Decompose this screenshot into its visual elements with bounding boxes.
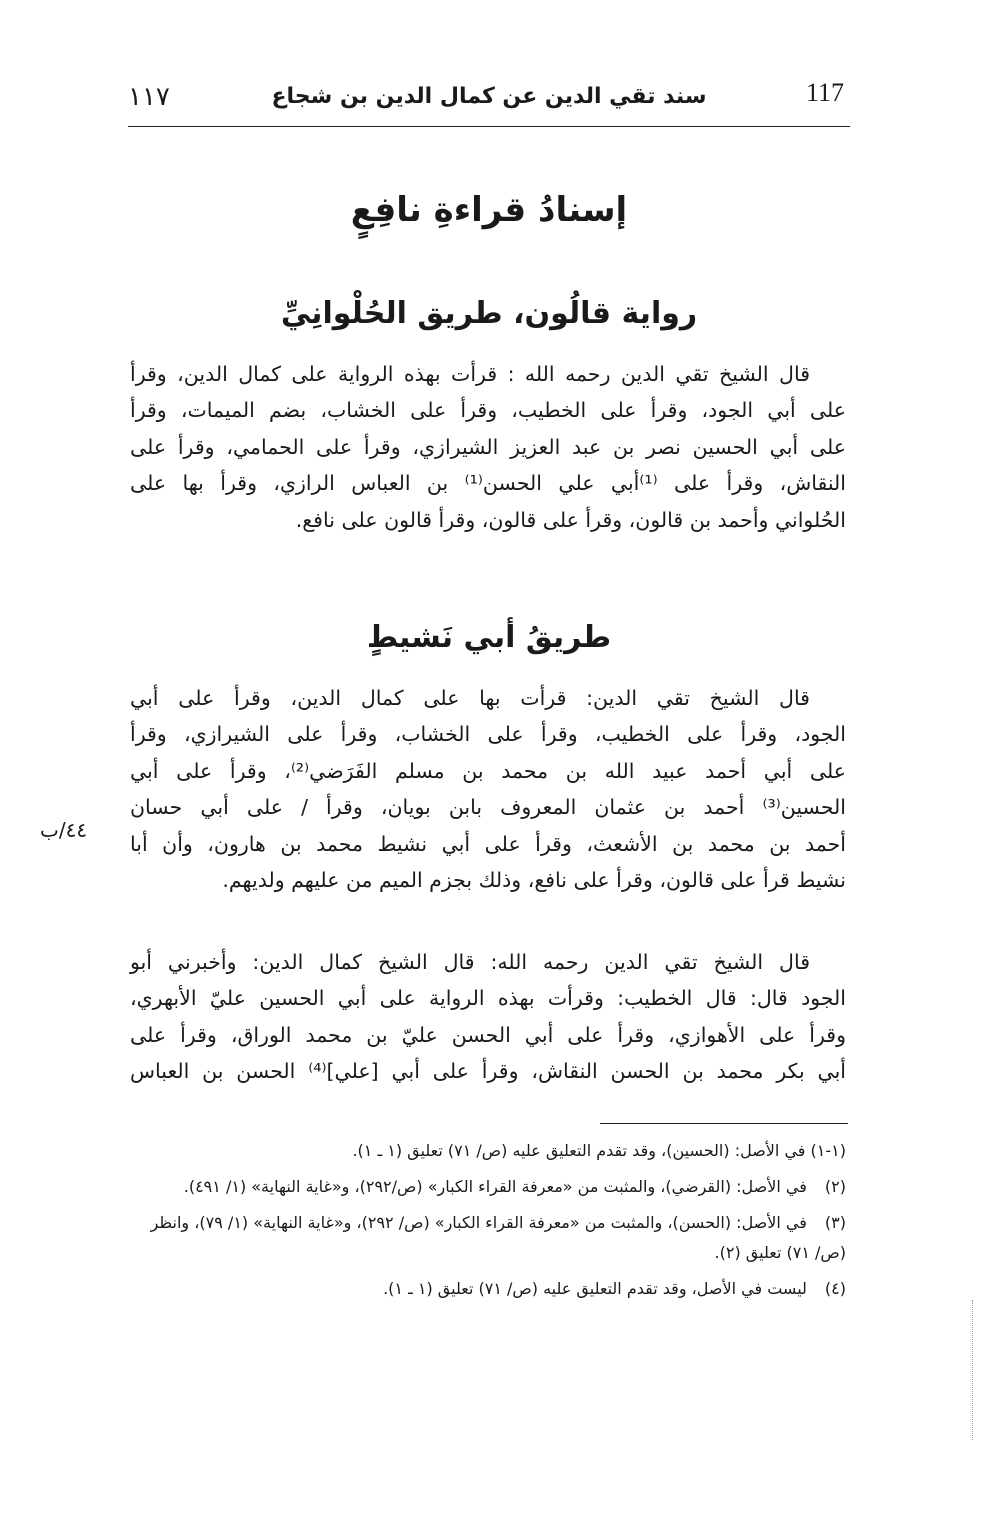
text-line: الحسين⁽³⁾ أحمد بن عثمان المعروف بابن بويان، وقرأ / على أبي حسان (130, 795, 846, 820)
text-line: على أبي الحسين نصر بن عبد العزيز الشيرازي، وقرأ على الحمامي، وقرأ على (130, 434, 846, 459)
footnote (130, 1274, 846, 1304)
page-number-arabic: ١١٧ (128, 82, 170, 112)
footnote-text: ليست في الأصل، وقد تقدم التعليق عليه (ص/ ٧١) تعليق (١ ـ ١). (383, 1279, 807, 1298)
footnote-text: في الأصل: (القرضي)، والمثبت من «معرفة القراء الكبار» (ص/٢٩٢)، و«غاية النهاية» (١/ ٤٩١). (183, 1177, 807, 1196)
text-line: الجود قال: قال الخطيب: وقرأت بهذه الرواية على أبي الحسين عليّ الأبهري، (130, 986, 846, 1011)
footnote-number: (٢) (824, 1177, 846, 1196)
footnote (130, 1208, 846, 1268)
footnote-text: في الأصل: (الحسين)، وقد تقدم التعليق عليه (ص/ ٧١) تعليق (١ ـ ١). (352, 1141, 806, 1160)
footnote-text: في الأصل: (الحسن)، والمثبت من «معرفة القراء الكبار» (ص/ ٢٩٢)، و«غاية النهاية» (١/ ٧٩)، وانظر (ص/ ٧١) تعليق (٢). (150, 1213, 846, 1262)
text-line: النقاش، وقرأ على ⁽¹⁾أبي علي الحسن⁽¹⁾ بن العباس الرازي، وقرأ بها على (130, 471, 846, 496)
running-title: سند تقي الدين عن كمال الدين بن شجاع (271, 84, 707, 109)
paragraph-qalun-hulwani (130, 356, 846, 538)
text-line: قال الشيخ تقي الدين رحمه الله: قال الشيخ كمال الدين: وأخبرني أبو (130, 950, 810, 974)
text-line: أحمد بن محمد بن الأشعث، وقرأ على أبي نشيط محمد بن هارون، وأن أبا (130, 831, 846, 856)
manuscript-folio-note: ٤٤/ب (40, 818, 88, 842)
paragraph-isnad-continued (130, 944, 846, 1090)
footnote-divider (600, 1123, 848, 1124)
text-line: على أبي أحمد عبيد الله بن محمد بن مسلم الفَرَضي⁽²⁾، وقرأ على أبي (130, 758, 846, 783)
footnote-number: (٣) (824, 1213, 846, 1232)
text-line: نشيط قرأ على قالون، وقرأ على نافع، وذلك بجزم الميم من عليهم ولديهم. (222, 868, 846, 893)
text-line: الحُلواني وأحمد بن قالون، وقرأ على قالون، وقرأ قالون على نافع. (295, 507, 846, 532)
paragraph-abi-nashit (130, 680, 846, 898)
footnotes (130, 1136, 846, 1310)
footnote-number: (١-١) (810, 1141, 846, 1160)
text-line: قال الشيخ تقي الدين: قرأت بها على كمال الدين، وقرأ على أبي (130, 686, 810, 710)
footnote (130, 1136, 846, 1166)
text-line: وقرأ على الأهوازي، وقرأ على أبي الحسن عليّ بن محمد الوراق، وقرأ على (130, 1022, 846, 1047)
running-header (128, 76, 850, 127)
footnote-number: (٤) (824, 1279, 846, 1298)
section-heading-abi-nashit: طريقُ أبي نَشيطٍ (366, 620, 612, 655)
text-line: الجود، وقرأ على الخطيب، وقرأ على الخشاب، وقرأ على الشيرازي، وقرأ (130, 722, 846, 747)
section-heading-qalun-hulwani: رواية قالُون، طريق الحُلْوانِيِّ (280, 296, 698, 331)
page-number-latin: 117 (805, 78, 844, 107)
footnote (130, 1172, 846, 1202)
scan-edge-mark (971, 1300, 973, 1440)
main-heading: إسنادُ قراءةِ نافِعٍ (350, 190, 628, 230)
text-line: أبي بكر محمد بن الحسن النقاش، وقرأ على أبي [علي]⁽⁴⁾ الحسن بن العباس (130, 1059, 846, 1084)
text-line: قال الشيخ تقي الدين رحمه الله : قرأت بهذه الرواية على كمال الدين، وقرأ (130, 362, 810, 386)
text-line: على أبي الجود، وقرأ على الخطيب، وقرأ على الخشاب، بضم الميمات، وقرأ (130, 398, 846, 423)
